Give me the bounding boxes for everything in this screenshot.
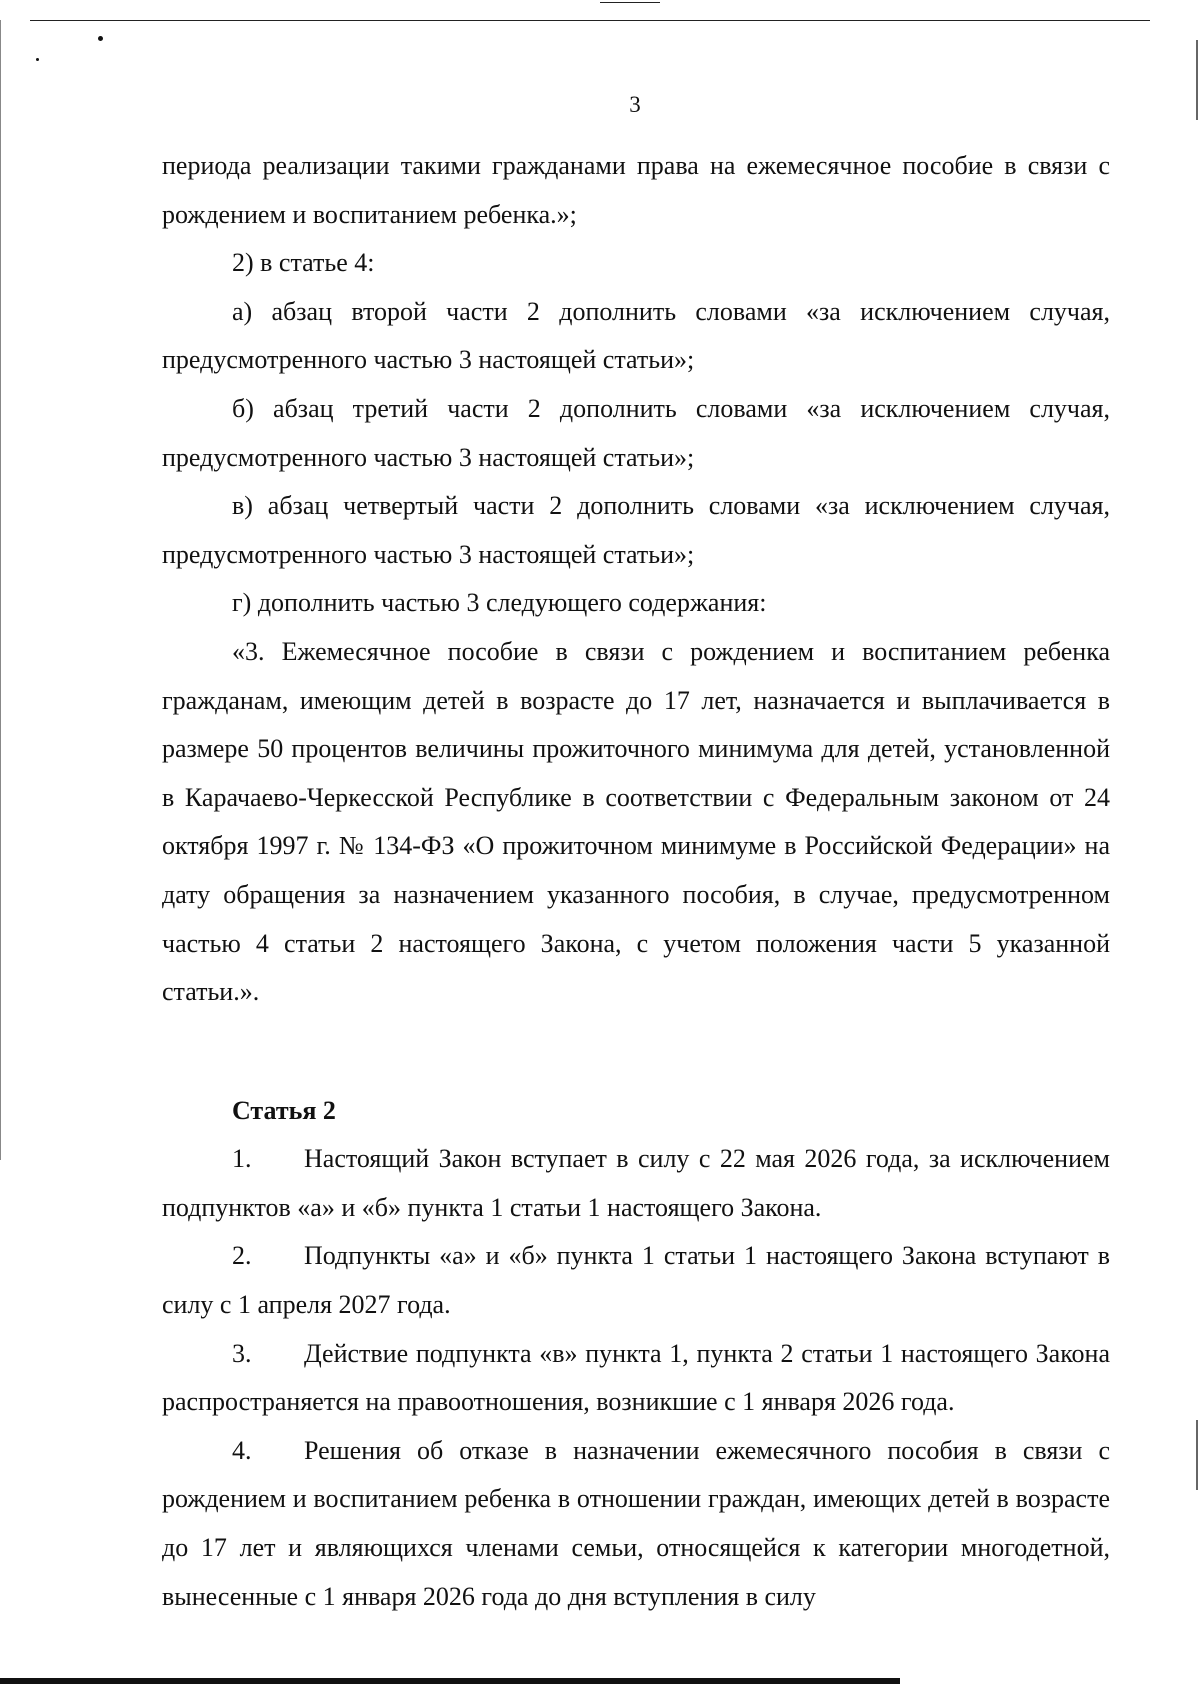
item-text: Подпункты «а» и «б» пункта 1 статьи 1 настоящего Закона вступают в силу с 1 апреля 2027 года. [162, 1241, 1110, 1320]
item-number: 2. [232, 1241, 252, 1271]
item-text: Действие подпункта «в» пункта 1, пункта 2 статьи 1 настоящего Закона распространяется на правоотношения, возникшие с 1 января 2026 года. [162, 1338, 1110, 1417]
paragraph: «3. Ежемесячное пособие в связи с рождением и воспитанием ребенка гражданам, имеющим детей в возрасте до 17 лет, назначается и выплачивается в размере 50 процентов величины прожиточного минимума для детей, установленной в Карачаево-Черкесской Республике в соответствии с Федеральным законом от 24 октября 1997 г. № 134-ФЗ «О прожиточном минимуме в Российской Федерации» на дату обращения за назначением указанного пособия, в случае, предусмотренном частью 4 статьи 2 настоящего Закона, с учетом положения части 5 указанной статьи.». [162, 636, 1110, 1007]
paragraph: 2) в статье 4: [232, 248, 375, 278]
page-number: 3 [629, 92, 641, 117]
section-gap [162, 1017, 1110, 1065]
numbered-item [162, 1232, 1110, 1329]
paragraph: в) абзац четвертый части 2 дополнить словами «за исключением случая, предусмотренного частью 3 настоящей статьи»; [162, 491, 1110, 569]
numbered-item [162, 1427, 1110, 1621]
scan-top-border-fragment [600, 2, 660, 3]
document-body [162, 142, 1110, 1621]
item-number: 4. [232, 1435, 252, 1465]
article-heading: Статья 2 [232, 1095, 336, 1125]
paragraph: б) абзац третий части 2 дополнить словами «за исключением случая, предусмотренного частью 3 настоящей статьи»; [162, 393, 1110, 472]
numbered-item [162, 1330, 1110, 1427]
scan-speck [98, 36, 103, 41]
scan-bottom-border [0, 1678, 900, 1684]
numbered-item [162, 1135, 1110, 1232]
item-number: 1. [232, 1144, 252, 1174]
paragraph: периода реализации такими гражданами права на ежемесячное пособие в связи с рождением и воспитанием ребенка.»; [162, 151, 1110, 229]
paragraph: г) дополнить частью 3 следующего содержания: [232, 588, 767, 618]
scan-right-border-lower [1196, 1420, 1198, 1490]
scan-speck [36, 58, 39, 61]
scan-left-border [0, 20, 1, 1160]
item-text: Настоящий Закон вступает в силу с 22 мая 2026 года, за исключением подпунктов «а» и «б» пункта 1 статьи 1 настоящего Закона. [162, 1144, 1110, 1222]
scan-top-border [30, 20, 1150, 21]
item-number: 3. [232, 1338, 252, 1368]
item-text: Решения об отказе в назначении ежемесячного пособия в связи с рождением и воспитанием ребенка в отношении граждан, имеющих детей в возрасте до 17 лет и являющихся членами семьи, относящейся к категории многодетной, вынесенные с 1 января 2026 года до дня вступления в силу [162, 1435, 1110, 1611]
paragraph: а) абзац второй части 2 дополнить словами «за исключением случая, предусмотренного частью 3 настоящей статьи»; [162, 296, 1110, 375]
